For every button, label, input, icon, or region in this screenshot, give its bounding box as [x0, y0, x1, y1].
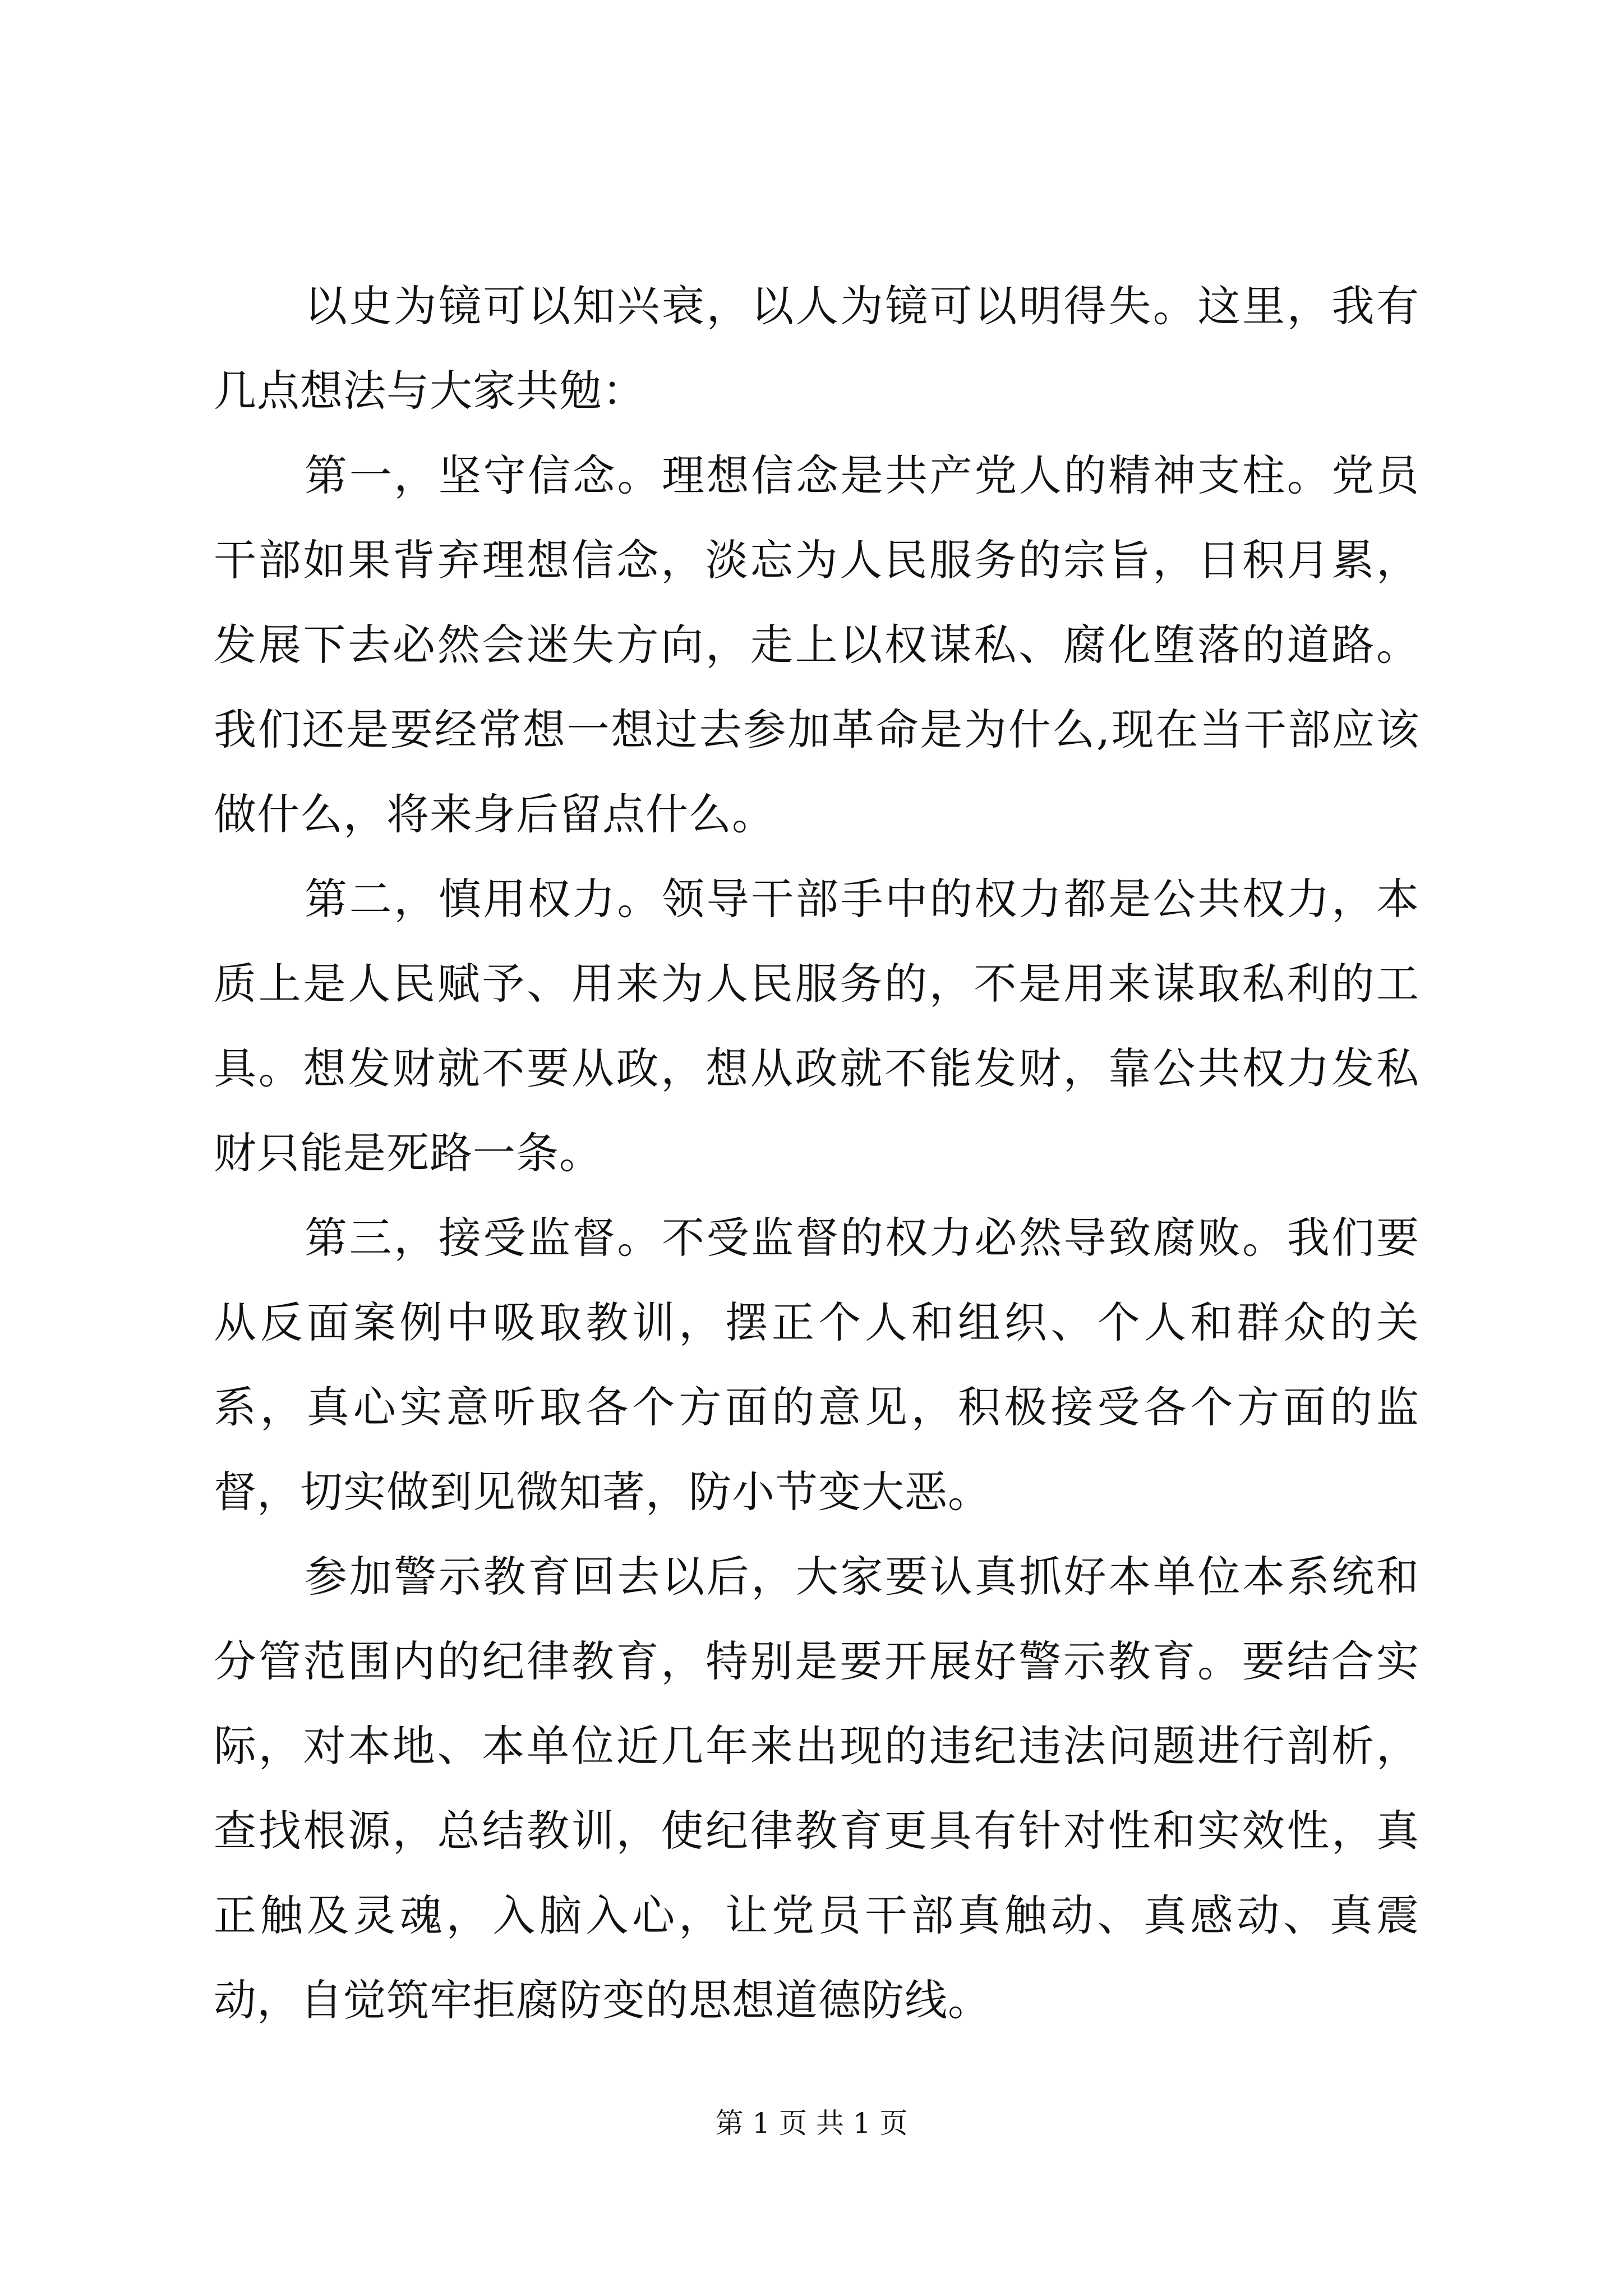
paragraph-third-point: 第三，接受监督。不受监督的权力必然导致腐败。我们要从反面案例中吸取教训，摆正个人和组织、个人和群众的关系，真心实意听取各个方面的意见，积极接受各个方面的监督，切实做到见微知著，防小节变大恶。 — [214, 1213, 1419, 1517]
paragraph-conclusion: 参加警示教育回去以后，大家要认真抓好本单位本系统和分管范围内的纪律教育，特别是要开展好警示教育。要结合实际，对本地、本单位近几年来出现的违纪违法问题进行剖析，查找根源，总结教训，使纪律教育更具有针对性和实效性，真正触及灵魂，入脑入心，让党员干部真触动、真感动、真震动，自觉筑牢拒腐防变的思想道德防线。 — [214, 1552, 1419, 2025]
paragraph-second-point: 第二，慎用权力。领导干部手中的权力都是公共权力，本质上是人民赋予、用来为人民服务的，不是用来谋取私利的工具。想发财就不要从政，想从政就不能发财，靠公共权力发私财只能是死路一条。 — [214, 874, 1419, 1178]
paragraph-first-point: 第一，坚守信念。理想信念是共产党人的精神支柱。党员干部如果背弃理想信念，淡忘为人民服务的宗旨，日积月累，发展下去必然会迷失方向，走上以权谋私、腐化堕落的道路。我们还是要经常想一想过去参加革命是为什么,现在当干部应该做什么，将来身后留点什么。 — [214, 450, 1419, 839]
paragraph-intro: 以史为镜可以知兴衰，以人为镜可以明得失。这里，我有几点想法与大家共勉： — [214, 281, 1419, 416]
document-body — [214, 264, 1419, 2042]
page-footer: 第 1 页 共 1 页 — [715, 2107, 908, 2139]
